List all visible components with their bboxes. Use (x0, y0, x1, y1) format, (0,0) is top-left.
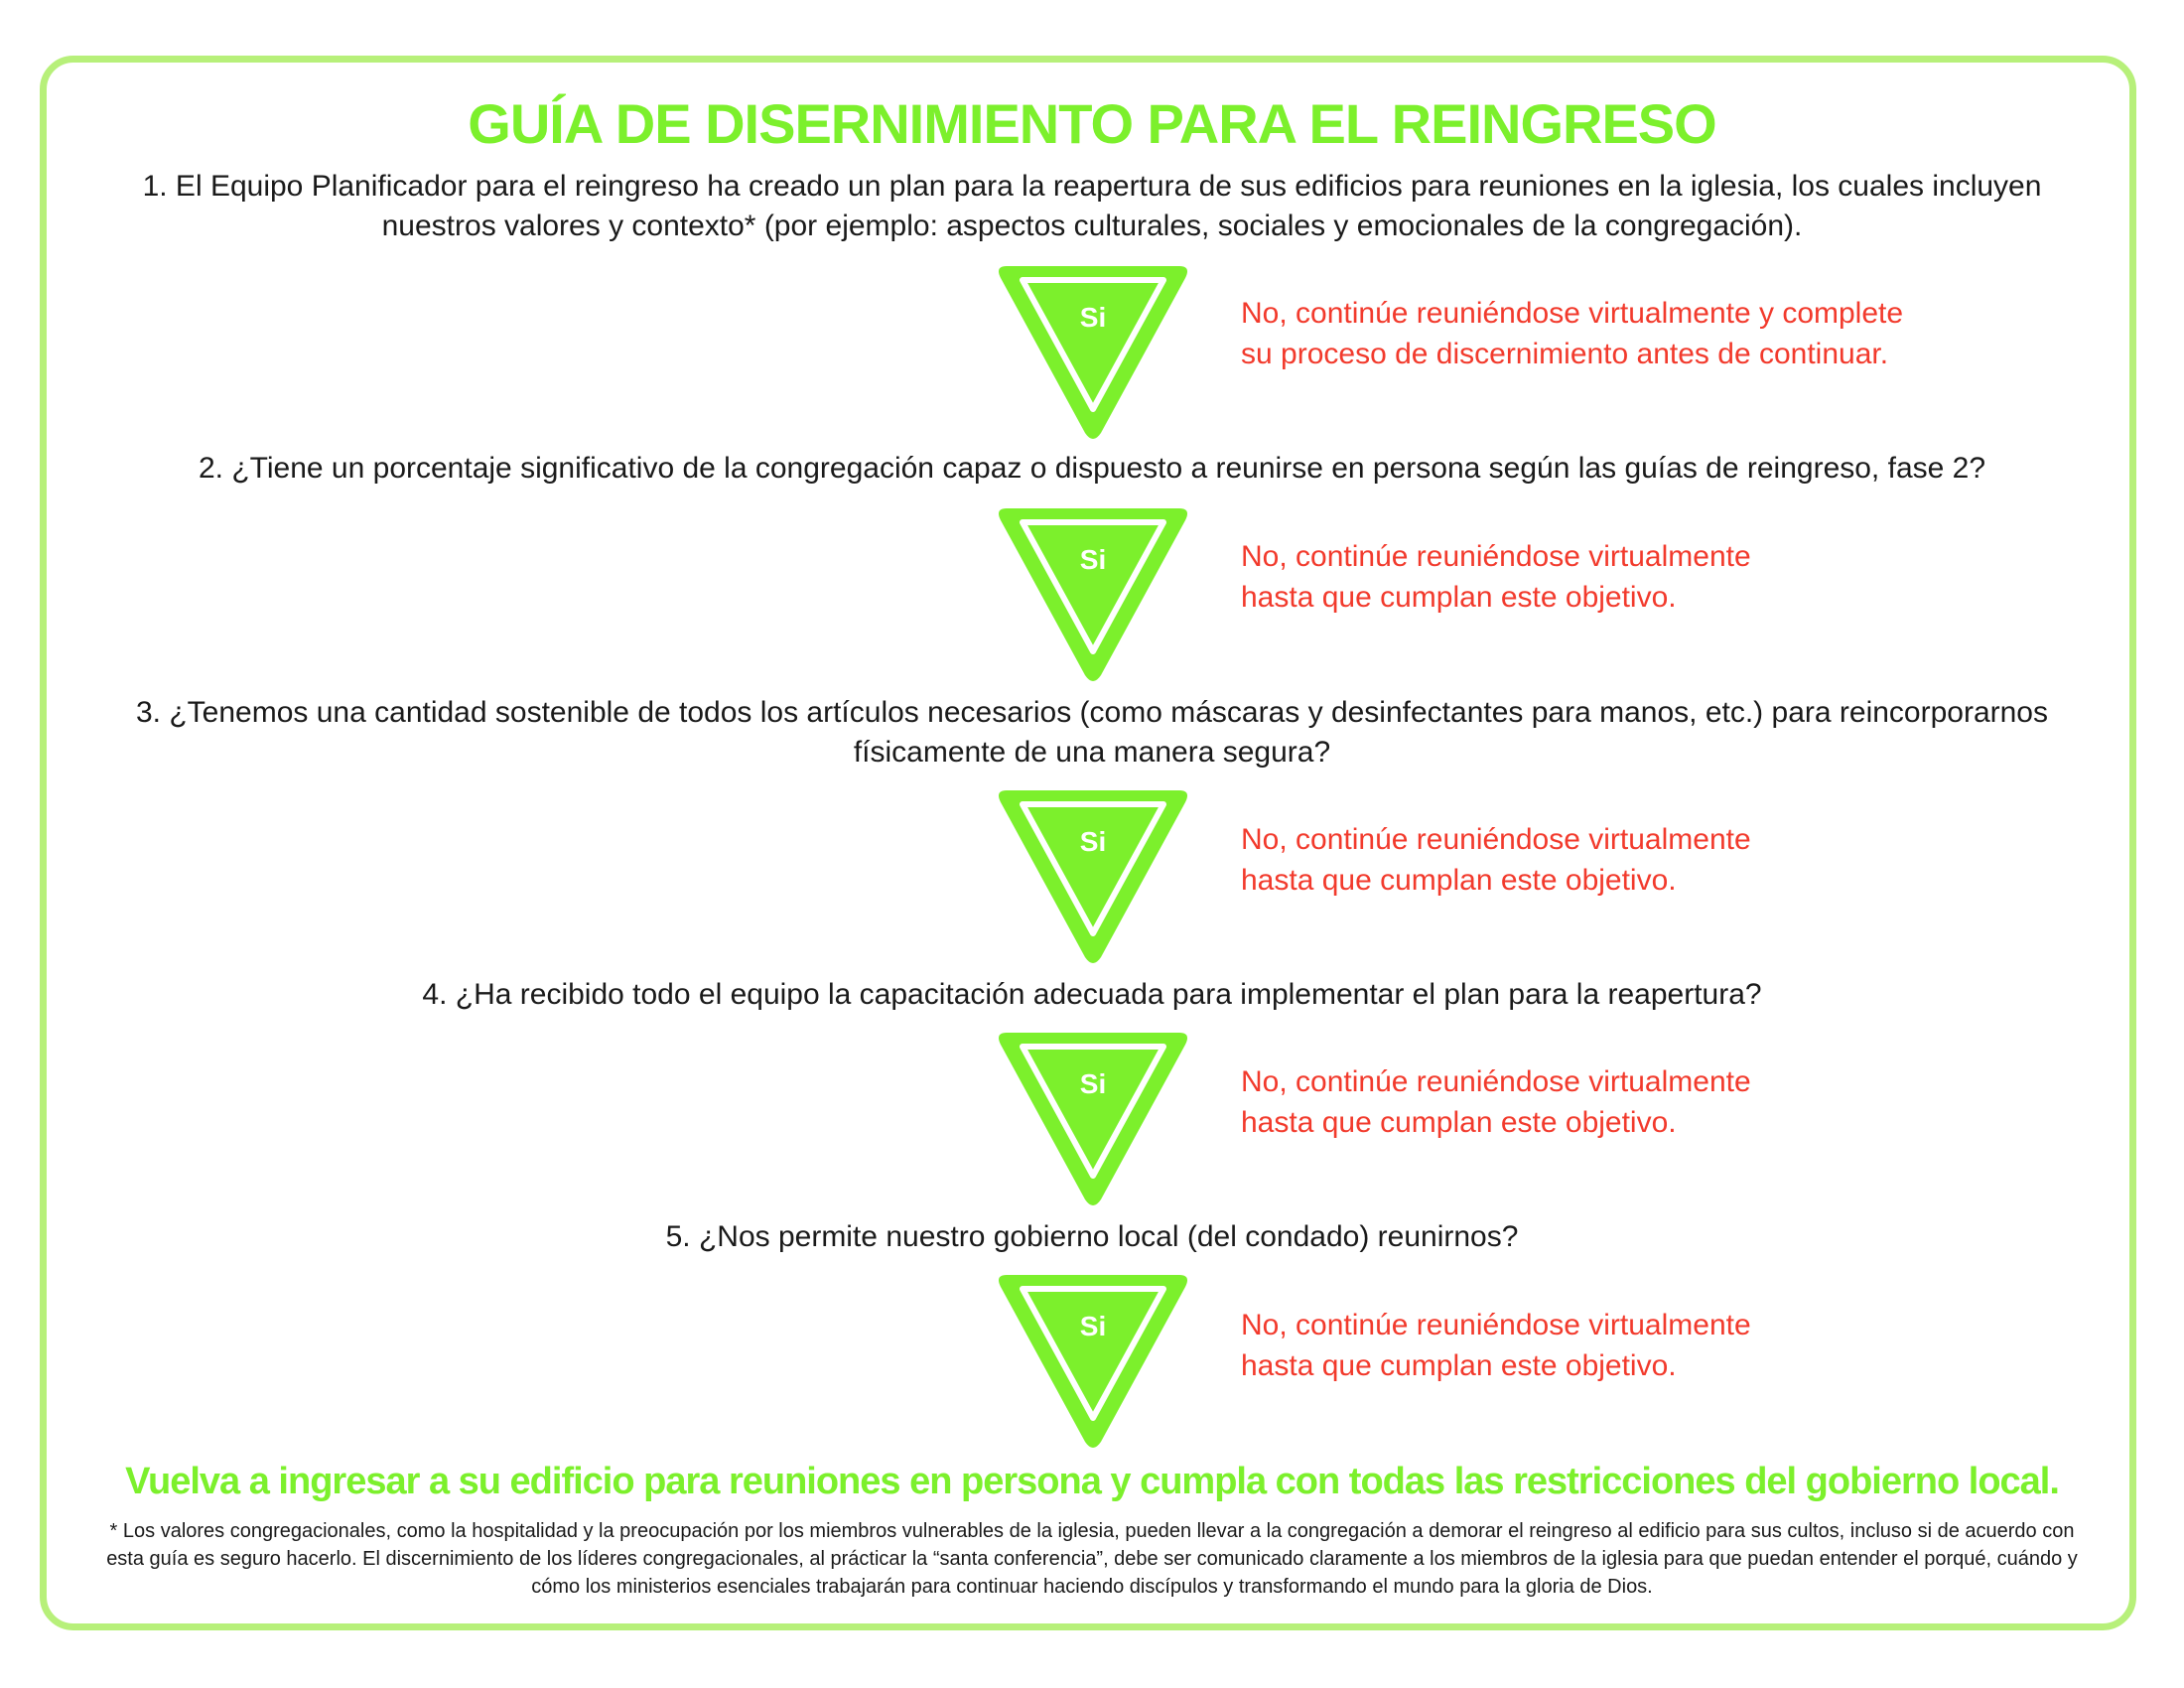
step-5-yes-label: Si (1079, 1311, 1107, 1341)
step-5-yes-triangle (991, 1267, 1195, 1452)
step-4-yes-label: Si (1079, 1068, 1107, 1099)
step-3-no-text: No, continúe reuniéndose virtualmente hasta que cumplan este objetivo. (1241, 823, 1751, 897)
step-3-yes-triangle (991, 782, 1195, 967)
yield-triangle-icon (991, 258, 1195, 443)
step-5-question: 5. ¿Nos permite nuestro gobierno local (del condado) reunirnos? (665, 1220, 1519, 1253)
final-statement: Vuelva a ingresar a su edificio para reuniones en persona y cumpla con todas las restricciones del gobierno local. (125, 1461, 2059, 1502)
step-5-no-text: No, continúe reuniéndose virtualmente hasta que cumplan este objetivo. (1241, 1309, 1751, 1382)
step-4-question: 4. ¿Ha recibido todo el equipo la capacitación adecuada para implementar el plan para la reapertura? (422, 978, 1762, 1011)
step-1-yes-label: Si (1079, 302, 1107, 333)
step-1-question: 1. El Equipo Planificador para el reingreso ha creado un plan para la reapertura de sus edificios para reuniones en la iglesia, los cuales incluyen nuestros valores y contexto* (por ejemplo: aspectos culturales, sociales y emocionales de la congregación). (142, 170, 2042, 242)
yield-triangle-icon (991, 1025, 1195, 1209)
step-3-question: 3. ¿Tenemos una cantidad sostenible de todos los artículos necesarios (como máscaras y desinfectantes para manos, etc.) para reincorporarnos físicamente de una manera segura? (136, 696, 2048, 769)
footnote: * Los valores congregacionales, como la hospitalidad y la preocupación por los miembros vulnerables de la iglesia, pueden llevar a la congregación a demorar el reingreso al edificio para sus cultos, incluso si de acuerdo con esta guía es seguro hacerlo. El discernimiento de los líderes congregacionales, al prácticar la “santa conferencia”, debe ser comunicado claramente a los miembros de la iglesia para que puedan entender el porqué, cuándo y cómo los ministerios esenciales trabajarán para continuar haciendo discípulos y transformando el mundo para la gloria de Dios. (106, 1520, 2078, 1598)
step-4-yes-triangle (991, 1025, 1195, 1209)
step-2-yes-triangle (991, 500, 1195, 685)
step-3-yes-label: Si (1079, 826, 1107, 857)
yield-triangle-icon (991, 1267, 1195, 1452)
step-1-no-text: No, continúe reuniéndose virtualmente y complete su proceso de discernimiento antes de continuar. (1241, 297, 1904, 370)
yield-triangle-icon (991, 500, 1195, 685)
yield-triangle-icon (991, 782, 1195, 967)
page-title: GUÍA DE DISERNIMIENTO PARA EL REINGRESO (468, 92, 1716, 155)
step-4-no-text: No, continúe reuniéndose virtualmente hasta que cumplan este objetivo. (1241, 1065, 1751, 1139)
step-2-question: 2. ¿Tiene un porcentaje significativo de la congregación capaz o dispuesto a reunirse en persona según las guías de reingreso, fase 2? (198, 452, 1986, 485)
step-1-yes-triangle (991, 258, 1195, 443)
step-2-no-text: No, continúe reuniéndose virtualmente hasta que cumplan este objetivo. (1241, 540, 1751, 614)
step-2-yes-label: Si (1079, 544, 1107, 575)
